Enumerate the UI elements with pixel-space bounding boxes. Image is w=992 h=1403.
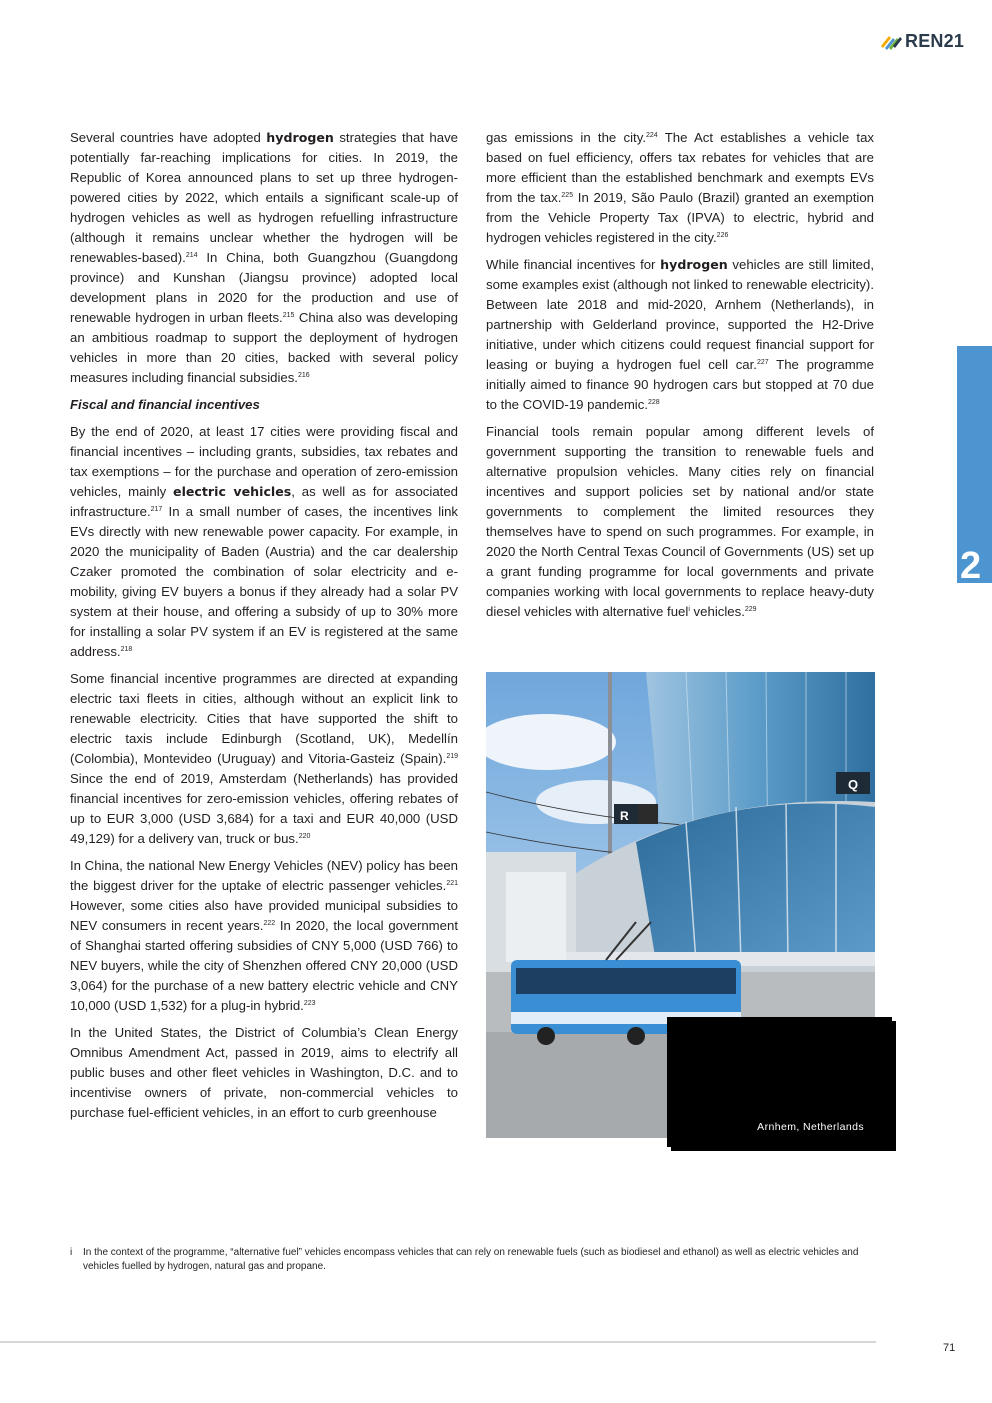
endnote-ref: 222	[263, 920, 276, 927]
text-column-right	[486, 128, 874, 629]
ren21-logo-icon	[880, 32, 902, 50]
footnote-ref: i	[688, 606, 690, 613]
endnote-ref: 227	[756, 359, 769, 366]
endnote-ref: 221	[446, 880, 458, 887]
footnote-text: In the context of the programme, “alternative fuel” vehicles encompass vehicles that can rely on renewable fuels (such as biodiesel and ethanol) as well as electric vehicles and vehicles fuelled by hydrogen, natural gas and propane.	[83, 1247, 859, 1272]
subheading-fiscal-incentives: Fiscal and financial incentives	[70, 397, 260, 412]
footnote-mark: i	[70, 1247, 73, 1258]
endnote-ref: 215	[282, 312, 295, 319]
paragraph-dc-continued: gas emissions in the city.$^{224}$ The Act establishes a vehicle tax based on fuel efficiency, offers tax rebates for vehicles that are more efficient than the established benchmark and exempts EVs from the tax.$^{225}$ In 2019, São Paulo (Brazil) granted an exemption from the Vehicle Property Tax (IPVA) to electric, hybrid and hydrogen vehicles registered in the city.$^{226}$	[486, 130, 875, 245]
endnote-ref: 225	[561, 192, 574, 199]
endnote-ref: 228	[648, 399, 660, 406]
paragraph-us-dc: In the United States, the District of Columbia’s Clean Energy Omnibus Amendment Act, passed in 2019, aims to electrify all public buses and other fleet vehicles in Washington, D.C. and to incentivise owners of private, non-commercial vehicles to purchase fuel-efficient vehicles, in an effort to curb greenhouse	[70, 1025, 458, 1120]
section-number: 2	[960, 545, 982, 587]
endnote-ref: 218	[120, 646, 133, 653]
sign-q: Q	[848, 777, 859, 792]
paragraph-china-nev: In China, the national New Energy Vehicles (NEV) policy has been the biggest driver for the uptake of electric passenger vehicles.$^{221}$ However, some cities also have provided municipal subsidies to NEV consumers in recent years.$^{222}$ In 2020, the local government of Shanghai started offering subsidies of CNY 5,000 (USD 766) to NEV buyers, while the city of Shenzhen offered CNY 20,000 (USD 3,064) for the purchase of a new battery electric vehicle and CNY 10,000 (USD 1,532) for a plug-in hybrid.$^{223}$	[70, 858, 458, 1013]
endnote-ref: 220	[298, 833, 311, 840]
text-column-left	[70, 128, 458, 1130]
endnote-ref: 214	[185, 252, 198, 259]
paragraph-fiscal-incentives: By the end of 2020, at least 17 cities were providing fiscal and financial incentives – including grants, subsidies, tax rebates and tax exemptions – for the purchase and operation of zero-emission vehicles, mainly electric vehicles, as well as for associated infrastructure.$^{217}$ In a small number of cases, the incentives link EVs directly with new renewable power capacity. For example, in 2020 the municipality of Baden (Austria) and the car dealership Czaker promoted the combination of solar electricity and e-mobility, giving EV buyers a bonus if they already had a solar PV system at their house, and offering a subsidy of up to 30% more for installing a solar PV system if an EV is registered at the same address.$^{218}$	[70, 424, 458, 659]
endnote-ref: 219	[446, 753, 458, 760]
footer-rule	[0, 1341, 876, 1343]
photo-caption: Arnhem, Netherlands	[757, 1121, 864, 1133]
endnote-ref: 229	[744, 606, 757, 613]
ren21-logo	[880, 30, 964, 52]
endnote-ref: 224	[646, 132, 658, 139]
footnote	[70, 1246, 870, 1274]
keyword-electric-vehicles: electric vehicles	[173, 484, 292, 499]
paragraph-hydrogen-incentives: While financial incentives for hydrogen vehicles are still limited, some examples exist (although not linked to renewable electricity). Between late 2018 and mid-2020, Arnhem (Netherlands), in partnership with Gelderland province, supported the H2-Drive initiative, under which citizens could request financial support for leasing or buying a hydrogen fuel cell car.$^{227}$ The programme initially aimed to finance 90 hydrogen cars but stopped at 70 due to the COVID-19 pandemic.$^{228}$	[486, 257, 875, 412]
keyword-hydrogen: hydrogen	[660, 257, 728, 272]
keyword-hydrogen: hydrogen	[266, 130, 334, 145]
page-number: 71	[943, 1342, 956, 1354]
sign-r: R	[620, 809, 629, 823]
photo-caption-box	[667, 1017, 892, 1147]
endnote-ref: 217	[150, 506, 163, 513]
logo-text: REN21	[905, 30, 965, 51]
endnote-ref: 216	[297, 372, 310, 379]
paragraph-hydrogen-strategies: Several countries have adopted hydrogen strategies that have potentially far-reaching implications for cities. In 2019, the Republic of Korea announced plans to set up three hydrogen-powered cities by 2022, which entails a significant scale-up of hydrogen vehicles as well as hydrogen refuelling infrastructure (although it remains unclear whether the hydrogen will be renewables-based).$^{214}$ In China, both Guangzhou (Guangdong province) and Kunshan (Jiangsu province) adopted local development plans in 2020 for the production and use of renewable hydrogen in urban fleets.$^{215}$ China also was developing an ambitious roadmap to support the deployment of hydrogen vehicles in more than 20 cities, backed with several policy measures including financial subsidies.$^{216}$	[70, 130, 458, 385]
paragraph-electric-taxis: Some financial incentive programmes are directed at expanding electric taxi fleets in cities, although without an explicit link to renewable electricity. Cities that have supported the shift to electric taxis include Edinburgh (Scotland, UK), Medellín (Colombia), Montevideo (Uruguay) and Vitoria-Gasteiz (Spain).$^{219}$ Since the end of 2019, Amsterdam (Netherlands) has provided financial incentives for zero-emission vehicles, offering rebates of up to EUR 3,000 (USD 3,684) for a taxi and EUR 40,000 (USD 49,129) for a delivery van, truck or bus.$^{220}$	[70, 671, 458, 846]
paragraph-financial-tools: Financial tools remain popular among different levels of government supporting the transition to renewable fuels and alternative propulsion vehicles. Many cities rely on financial incentives and support policies set by national and/or state governments to complement the limited resources they themselves have to spend on such programmes. For example, in 2020 the North Central Texas Council of Governments (US) set up a grant funding programme for local governments and private companies working with local governments to replace heavy-duty diesel vehicles with alternative fuel$^i$ vehicles.$^{229}$	[486, 424, 874, 619]
endnote-ref: 226	[716, 232, 729, 239]
endnote-ref: 223	[303, 1000, 316, 1007]
